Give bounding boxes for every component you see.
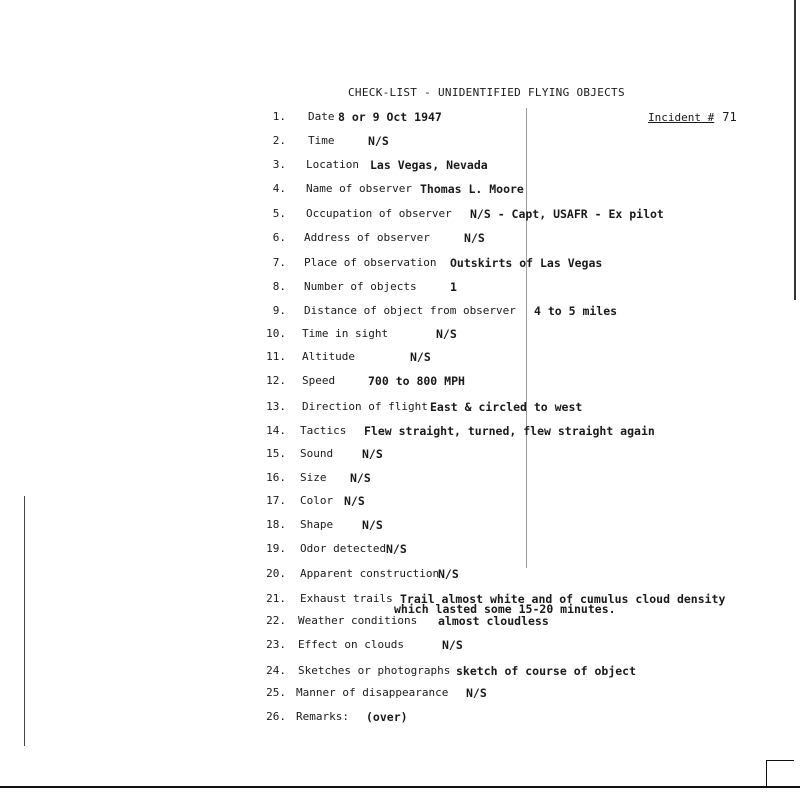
item-answer: N/S [410, 350, 431, 364]
item-answer: 700 to 800 MPH [368, 374, 465, 388]
item-number: 1. [272, 110, 286, 123]
item-answer: Thomas L. Moore [420, 182, 524, 196]
item-answer-continuation: which lasted some 15-20 minutes. [394, 602, 616, 616]
item-question: Apparent construction [300, 567, 440, 580]
item-number: 19. [266, 542, 286, 555]
item-number: 15. [266, 447, 286, 460]
scan-border-bottom [0, 786, 800, 788]
incident-number [648, 110, 737, 124]
item-question: Sound [300, 447, 334, 460]
item-question: Time in sight [302, 327, 389, 340]
item-answer: N/S [386, 542, 407, 556]
item-answer: almost cloudless [438, 614, 549, 628]
item-answer: N/S [438, 567, 459, 581]
item-question: Direction of flight [302, 400, 428, 413]
item-answer: N/S [466, 686, 487, 700]
item-answer: (over) [366, 710, 408, 724]
item-number: 6. [272, 231, 286, 244]
item-question: Location [306, 158, 359, 171]
item-answer: Outskirts of Las Vegas [450, 256, 603, 270]
item-question: Number of objects [304, 280, 417, 293]
item-number: 14. [266, 424, 286, 437]
item-number: 7. [272, 256, 286, 269]
item-number: 3. [272, 158, 286, 171]
item-question: Occupation of observer [306, 207, 452, 220]
item-number: 24. [266, 664, 286, 677]
item-number: 4. [272, 182, 286, 195]
item-answer: N/S - Capt, USAFR - Ex pilot [470, 207, 664, 221]
item-answer: Trail almost white and of cumulus cloud density [400, 592, 726, 606]
item-answer: N/S [442, 638, 463, 652]
item-question: Weather conditions [298, 614, 418, 627]
incident-value: 71 [722, 110, 737, 124]
item-question: Effect on clouds [298, 638, 404, 651]
item-number: 21. [266, 592, 286, 605]
item-question: Name of observer [306, 182, 412, 195]
item-number: 16. [266, 471, 286, 484]
item-answer: 8 or 9 Oct 1947 [338, 110, 442, 124]
item-question: Odor detected [300, 542, 387, 555]
item-answer: 1 [450, 280, 457, 294]
item-answer: N/S [362, 447, 383, 461]
item-question: Exhaust trails [300, 592, 393, 605]
item-question: Date [308, 110, 335, 123]
document-title: CHECK-LIST - UNIDENTIFIED FLYING OBJECTS [348, 86, 625, 99]
item-question: Tactics [300, 424, 347, 437]
item-number: 2. [272, 134, 286, 147]
item-question: Address of observer [304, 231, 430, 244]
item-number: 20. [266, 567, 286, 580]
item-number: 12. [266, 374, 286, 387]
item-question: Remarks: [296, 710, 349, 723]
item-answer: N/S [464, 231, 485, 245]
item-answer: East & circled to west [430, 400, 583, 414]
item-question: Place of observation [304, 256, 437, 269]
item-number: 5. [272, 207, 286, 220]
item-question: Sketches or photographs [298, 664, 451, 677]
scan-corner-mark-v [766, 760, 767, 786]
item-question: Color [300, 494, 334, 507]
item-answer: sketch of course of object [456, 664, 637, 678]
item-question: Time [308, 134, 335, 147]
item-answer: N/S [436, 327, 457, 341]
item-question: Manner of disappearance [296, 686, 449, 699]
item-number: 9. [272, 304, 286, 317]
item-answer: Flew straight, turned, flew straight again [364, 424, 655, 438]
item-number: 18. [266, 518, 286, 531]
incident-label: Incident # [648, 111, 715, 124]
item-question: Shape [300, 518, 334, 531]
item-number: 11. [266, 350, 286, 363]
item-answer: Las Vegas, Nevada [370, 158, 488, 172]
item-number: 25. [266, 686, 286, 699]
item-answer: N/S [362, 518, 383, 532]
scan-border-right [794, 0, 796, 300]
item-number: 13. [266, 400, 286, 413]
item-question: Speed [302, 374, 336, 387]
item-number: 26. [266, 710, 286, 723]
item-question: Altitude [302, 350, 355, 363]
item-answer: N/S [368, 134, 389, 148]
scan-corner-mark [766, 760, 794, 761]
fold-line [526, 108, 527, 568]
item-number: 17. [266, 494, 286, 507]
item-question: Distance of object from observer [304, 304, 516, 317]
item-question: Size [300, 471, 327, 484]
item-answer: N/S [350, 471, 371, 485]
item-number: 23. [266, 638, 286, 651]
scan-border-left [24, 496, 25, 746]
item-number: 22. [266, 614, 286, 627]
item-number: 8. [272, 280, 286, 293]
item-answer: N/S [344, 494, 365, 508]
item-answer: 4 to 5 miles [534, 304, 618, 318]
item-number: 10. [266, 327, 286, 340]
